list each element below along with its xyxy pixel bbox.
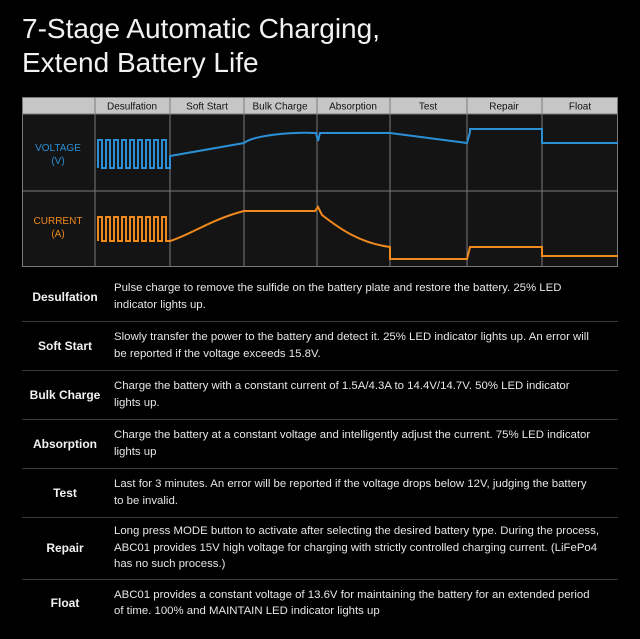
description-line: of time. 100% and MAINTAIN LED indicator lights up <box>114 605 380 618</box>
stage-description-cell <box>108 273 618 321</box>
stage-name-cell: Float <box>22 579 108 627</box>
stage-row <box>22 468 618 517</box>
stage-row <box>22 370 618 419</box>
stage-description-cell <box>108 579 618 627</box>
stage-header-repair: Repair <box>489 101 519 113</box>
stage-name-cell: Absorption <box>22 419 108 468</box>
stage-name-cell: Desulfation <box>32 289 98 304</box>
stage-description-cell <box>108 321 618 370</box>
stage-description-cell <box>108 370 618 419</box>
description-line: lights up. <box>114 396 160 409</box>
current-row-label: CURRENT <box>33 216 83 227</box>
description-line: ABC01 provides a constant voltage of 13.6V for maintaining the battery for an extended period <box>114 588 590 601</box>
description-line: Charge the battery at a constant voltage and intelligently adjust the current. 75% LED indicator <box>114 429 591 441</box>
stage-row <box>22 321 618 370</box>
voltage-row-label: VOLTAGE <box>35 143 81 154</box>
description-line: to be invalid. <box>114 494 178 507</box>
stage-name-cell: Test <box>22 468 108 517</box>
description-line: Long press MODE button to activate after selecting the desired battery type. During the process, <box>114 525 599 538</box>
title-line-2: Extend Battery Life <box>22 47 259 78</box>
current-row-unit: (A) <box>51 229 65 240</box>
charging-stage-diagram <box>22 97 618 267</box>
description-line: be reported if the voltage exceeds 15.8V. <box>114 347 321 360</box>
stage-header-absorption: Absorption <box>329 101 377 113</box>
description-line: has no such process.) <box>114 558 226 571</box>
stage-name-cell: Repair <box>22 517 108 579</box>
stage-name-cell: Soft Start <box>22 321 108 370</box>
stage-row <box>22 273 618 321</box>
stage-name-cell: Bulk Charge <box>22 370 108 419</box>
stage-description-cell <box>108 517 618 579</box>
description-line: lights up <box>114 445 157 458</box>
stage-header-float: Float <box>568 101 592 113</box>
stage-description-cell <box>108 468 618 517</box>
title-line-1: 7-Stage Automatic Charging, <box>22 13 380 44</box>
stage-header-desulfation: Desulfation <box>106 101 158 113</box>
voltage-row-unit: (V) <box>51 156 65 167</box>
stage-header-bulk-charge: Bulk Charge <box>252 101 308 113</box>
page-title <box>22 12 380 80</box>
stage-header-test: Test <box>418 101 438 113</box>
stage-header-soft-start: Soft Start <box>186 101 228 113</box>
stage-row <box>22 579 618 627</box>
description-line: Pulse charge to remove the sulfide on the battery plate and restore the battery. 25% LED <box>114 282 562 295</box>
stage-row <box>22 419 618 468</box>
stage-description-cell <box>108 419 618 468</box>
stage-row <box>22 517 618 579</box>
stage-table-body <box>22 273 618 627</box>
description-line: indicator lights up. <box>114 298 206 311</box>
description-line: Slowly transfer the power to the battery and detect it. 25% LED indicator lights up. An error will <box>114 331 589 343</box>
description-line: Last for 3 minutes. An error will be reported if the voltage drops below 12V, judging the battery <box>114 478 587 490</box>
description-line: ABC01 provides 15V high voltage for charging with strictly controlled charging current. (LiFePo4 <box>114 541 598 554</box>
description-line: Charge the battery with a constant current of 1.5A/4.3A to 14.4V/14.7V. 50% LED indicator <box>114 380 570 392</box>
stage-description-table <box>22 273 618 627</box>
